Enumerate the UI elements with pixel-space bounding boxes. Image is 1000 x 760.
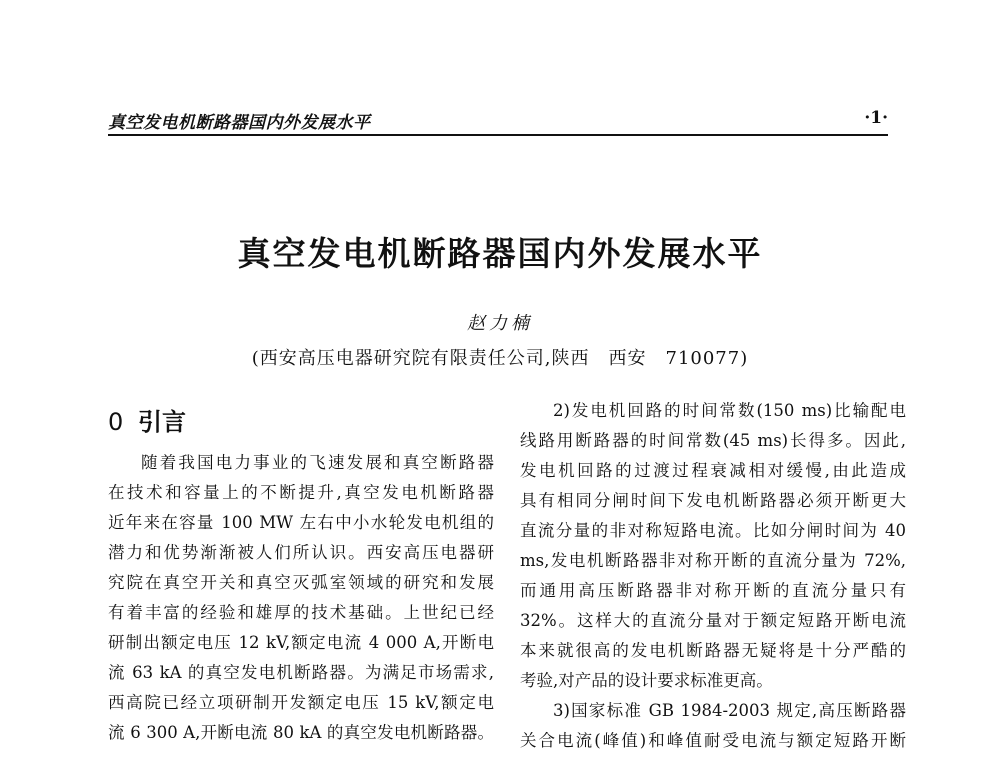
body-text-line: 研制出额定电压 12 kV,额定电流 4 000 A,开断电 xyxy=(108,633,494,652)
section-title: 引言 xyxy=(138,408,186,436)
left-column xyxy=(108,396,494,748)
right-column xyxy=(520,396,906,756)
body-text-line: 3)国家标准 GB 1984-2003 规定,高压断路器 xyxy=(553,701,906,720)
body-text-line: 2)发电机回路的时间常数(150 ms)比输配电 xyxy=(553,401,906,420)
body-text-line: 关合电流(峰值)和峰值耐受电流与额定短路开断 xyxy=(520,731,906,750)
body-text-line: 而通用高压断路器非对称开断的直流分量只有 xyxy=(520,581,906,600)
body-text-line: 直流分量的非对称短路电流。比如分闸时间为 40 xyxy=(520,521,906,540)
body-text-line: 西高院已经立项研制开发额定电压 15 kV,额定电 xyxy=(108,693,494,712)
body-text-line: 近年来在容量 100 MW 左右中小水轮发电机组的 xyxy=(108,513,494,532)
body-text-line: 随着我国电力事业的飞速发展和真空断路器 xyxy=(141,453,494,472)
author-affiliation: (西安高压电器研究院有限责任公司,陕西 西安 710077) xyxy=(251,348,749,369)
body-text-line: ms,发电机断路器非对称开断的直流分量为 72%, xyxy=(520,551,906,570)
body-text-line: 究院在真空开关和真空灭弧室领域的研究和发展 xyxy=(108,573,494,592)
paper-title: 真空发电机断路器国内外发展水平 xyxy=(237,234,763,273)
body-text-line: 本来就很高的发电机断路器无疑将是十分严酷的 xyxy=(520,641,906,660)
running-title: 真空发电机断路器国内外发展水平 xyxy=(108,113,371,133)
running-header xyxy=(108,104,888,136)
body-text-line: 有着丰富的经验和雄厚的技术基础。上世纪已经 xyxy=(108,603,494,622)
body-text-line: 流 6 300 A,开断电流 80 kA 的真空发电机断路器。 xyxy=(108,723,494,742)
section-heading xyxy=(108,396,494,448)
body-text-line: 在技术和容量上的不断提升,真空发电机断路器 xyxy=(108,483,494,502)
page-number: ·1· xyxy=(864,108,888,128)
body-text-line: 考验,对产品的设计要求标准更高。 xyxy=(520,671,773,690)
body-text-line: 具有相同分闸时间下发电机断路器必须开断更大 xyxy=(520,491,906,510)
body-text-line: 流 63 kA 的真空发电机断路器。为满足市场需求, xyxy=(108,663,494,682)
section-number: 0 xyxy=(108,408,124,436)
author-name: 赵力楠 xyxy=(467,313,533,334)
body-text-line: 发电机回路的过渡过程衰减相对缓慢,由此造成 xyxy=(520,461,906,480)
body-text-line: 32%。这样大的直流分量对于额定短路开断电流 xyxy=(520,611,906,630)
body-text-line: 潜力和优势渐渐被人们所认识。西安高压电器研 xyxy=(108,543,494,562)
body-text-line: 线路用断路器的时间常数(45 ms)长得多。因此, xyxy=(520,431,906,450)
